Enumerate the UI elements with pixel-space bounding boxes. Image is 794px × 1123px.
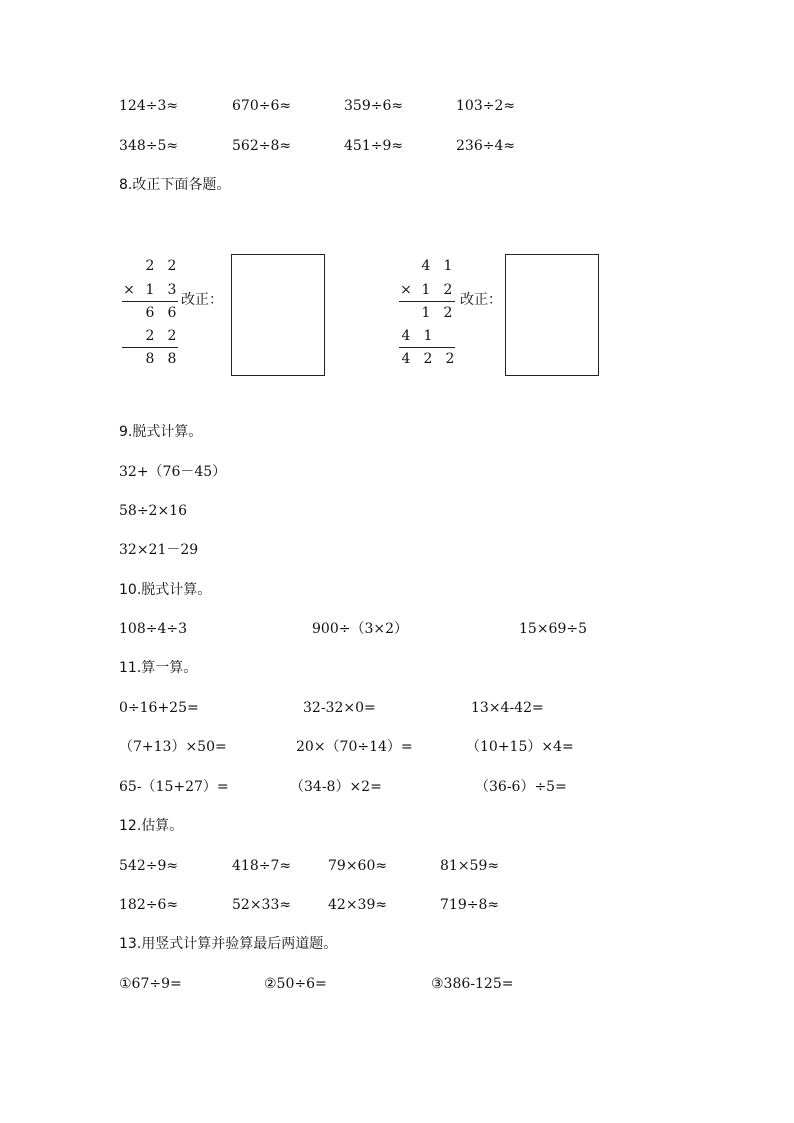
digit: 1 (145, 282, 155, 298)
digit: 6 (167, 305, 177, 321)
times-sign: × (123, 282, 135, 298)
estimate-item: 451÷9≈ (344, 138, 404, 154)
expression-item: 32+（76－45） (119, 464, 227, 480)
digit: 2 (443, 282, 453, 298)
rule-line (399, 301, 455, 302)
digit: 1 (443, 258, 453, 274)
estimate-item: 670÷6≈ (232, 98, 292, 114)
question-9-title: 9.脱式计算。 (119, 424, 203, 440)
estimate-item: 562÷8≈ (232, 138, 292, 154)
digit: 8 (145, 351, 155, 367)
correction-label: 改正： (460, 292, 502, 308)
times-sign: × (400, 282, 412, 298)
digit: 3 (167, 282, 177, 298)
expression-item: 900÷（3×2） (312, 621, 408, 637)
digit: 1 (421, 305, 431, 321)
calc-item: 13×4-42= (471, 700, 544, 716)
correction-label: 改正： (181, 292, 223, 308)
estimate-item: 182÷6≈ (119, 897, 179, 913)
calc-item: （34-8）×2= (290, 779, 382, 795)
digit: 8 (167, 351, 177, 367)
calc-item: 20×（70÷14）= (296, 739, 413, 755)
expression-item: 58÷2×16 (119, 503, 187, 519)
vertical-calc-item: ②50÷6= (264, 976, 327, 992)
expression-item: 15×69÷5 (519, 621, 587, 637)
calc-item: （10+15）×4= (466, 739, 574, 755)
question-12-title: 12.估算。 (119, 818, 184, 834)
digit: 1 (421, 282, 431, 298)
calc-item: 65-（15+27）= (119, 779, 229, 795)
digit: 4 (401, 328, 411, 344)
calc-item: （7+13）×50= (119, 739, 227, 755)
estimate-item: 719÷8≈ (440, 897, 500, 913)
digit: 4 (401, 351, 411, 367)
calc-item: 0÷16+25= (119, 700, 199, 716)
expression-item: 32×21－29 (119, 542, 199, 558)
rule-line (122, 301, 178, 302)
estimate-item: 542÷9≈ (119, 858, 179, 874)
digit: 1 (423, 328, 433, 344)
question-11-title: 11.算一算。 (119, 660, 198, 676)
rule-line (399, 347, 455, 348)
question-8-title: 8.改正下面各题。 (119, 177, 231, 193)
estimate-item: 418÷7≈ (232, 858, 292, 874)
expression-item: 108÷4÷3 (119, 621, 187, 637)
digit: 2 (423, 351, 433, 367)
digit: 2 (445, 351, 455, 367)
digit: 2 (145, 328, 155, 344)
estimate-item: 103÷2≈ (456, 98, 516, 114)
estimate-item: 124÷3≈ (119, 98, 179, 114)
calc-item: （36-6）÷5= (475, 779, 567, 795)
estimate-item: 42×39≈ (328, 897, 388, 913)
digit: 2 (167, 258, 177, 274)
digit: 6 (145, 305, 155, 321)
question-13-title: 13.用竖式计算并验算最后两道题。 (119, 936, 338, 952)
rule-line (122, 347, 178, 348)
estimate-item: 79×60≈ (328, 858, 388, 874)
correction-box[interactable] (505, 254, 599, 376)
digit: 2 (167, 328, 177, 344)
estimate-item: 348÷5≈ (119, 138, 179, 154)
correction-box[interactable] (231, 254, 325, 376)
estimate-item: 81×59≈ (440, 858, 500, 874)
question-10-title: 10.脱式计算。 (119, 582, 212, 598)
estimate-item: 52×33≈ (232, 897, 292, 913)
estimate-item: 236÷4≈ (456, 138, 516, 154)
digit: 4 (421, 258, 431, 274)
vertical-calc-item: ①67÷9= (119, 976, 182, 992)
calc-item: 32-32×0= (303, 700, 376, 716)
digit: 2 (145, 258, 155, 274)
digit: 2 (443, 305, 453, 321)
vertical-calc-item: ③386-125= (431, 976, 514, 992)
estimate-item: 359÷6≈ (344, 98, 404, 114)
